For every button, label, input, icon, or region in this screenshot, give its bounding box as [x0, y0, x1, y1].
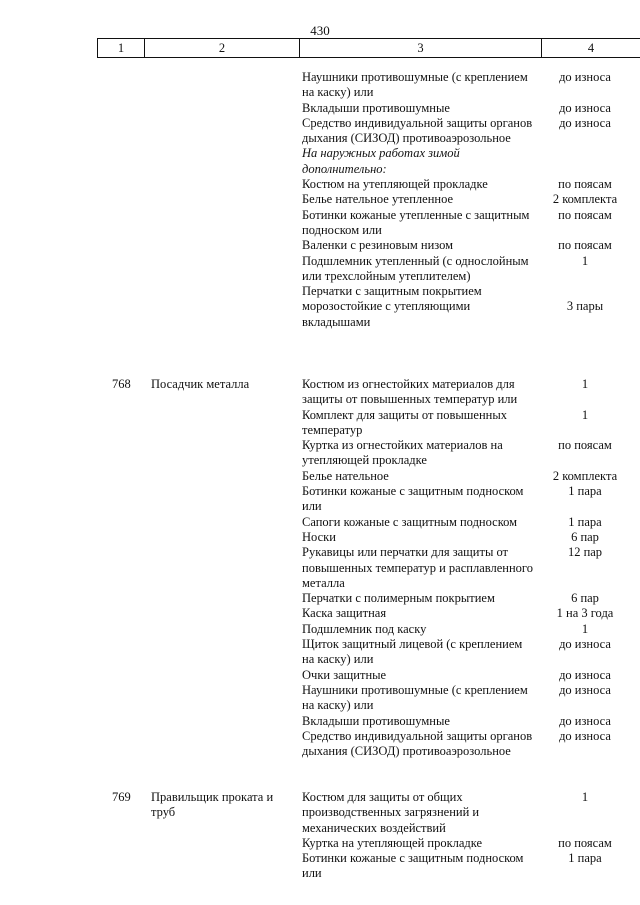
item-row [302, 192, 632, 207]
item-row [302, 836, 632, 851]
item-row [302, 530, 632, 545]
item-norm: 1 пара [568, 514, 602, 529]
item-norm: 3 пары [566, 299, 604, 314]
item-name: Ботинки кожаные утепленные с защитным подноском или [302, 207, 530, 237]
item-row [302, 606, 632, 621]
entry-items [302, 377, 632, 759]
item-norm: 2 комплекта [552, 468, 618, 483]
item-row [302, 146, 632, 177]
item-name: Вкладыши противошумные [302, 100, 450, 115]
item-norm [534, 146, 632, 177]
item-norm: до износа [559, 115, 611, 130]
table-header [97, 38, 640, 58]
item-norm: до износа [559, 713, 611, 728]
item-norm: по поясам [558, 835, 612, 850]
item-norm: 1 пара [568, 484, 602, 499]
item-name: Наушники противошумные (с креплением на каску) или [302, 682, 528, 713]
continuation-items [302, 70, 632, 330]
item-row [302, 714, 632, 729]
entry-number: 769 [112, 790, 131, 804]
item-name: Ботинки кожаные с защитным подноском или [302, 484, 524, 514]
item-name: Ботинки кожаные с защитным подноском или [302, 851, 524, 881]
item-name: Комплект для защиты от повышенных температур [302, 407, 507, 437]
item-norm: 1 [581, 621, 589, 636]
item-row [302, 469, 632, 484]
item-name: Вкладыши противошумные [302, 713, 450, 728]
item-row [302, 284, 632, 330]
header-col-2: 2 [144, 39, 299, 57]
page-number: 430 [310, 23, 330, 38]
item-row [302, 622, 632, 637]
item-norm: до износа [559, 100, 611, 115]
item-norm: 1 пара [568, 851, 602, 866]
item-norm: до износа [559, 728, 611, 743]
item-norm: до износа [559, 637, 611, 652]
item-name: Валенки с резиновым низом [302, 238, 454, 253]
item-name: Средство индивидуальной защиты органов дыхания (СИЗОД) противоаэрозольное [302, 728, 533, 759]
item-name: Носки [302, 529, 336, 544]
header-col-4: 4 [541, 39, 640, 57]
item-row [302, 515, 632, 530]
item-row [302, 729, 632, 760]
item-row [302, 637, 632, 668]
section-note: На наружных работах зимой дополнительно: [302, 146, 460, 176]
item-row [302, 70, 632, 101]
item-norm: по поясам [558, 177, 612, 192]
item-row [302, 238, 632, 253]
item-norm: 12 пар [567, 545, 603, 560]
item-name: Каска защитная [302, 606, 387, 621]
profession-name: Правильщик проката и труб [151, 790, 274, 820]
item-row [302, 377, 632, 408]
item-row [302, 851, 632, 882]
item-norm: 6 пар [571, 529, 599, 544]
item-norm: 2 комплекта [552, 192, 618, 207]
item-name: Белье нательное [302, 468, 389, 483]
item-row [302, 408, 632, 439]
item-name: Подшлемник под каску [302, 621, 427, 636]
item-norm: по поясам [558, 438, 612, 453]
item-norm: 1 на 3 года [556, 606, 614, 621]
item-row [302, 591, 632, 606]
item-row [302, 254, 632, 285]
item-row [302, 208, 632, 239]
item-name: Белье нательное утепленное [302, 192, 454, 207]
item-name: Средство индивидуальной защиты органов дыхания (СИЗОД) противоаэрозольное [302, 115, 533, 146]
item-norm: 1 [581, 790, 589, 804]
item-name: Костюм из огнестойких материалов для защиты от повышенных температур или [302, 377, 518, 407]
entry-items [302, 790, 632, 882]
item-row [302, 683, 632, 714]
item-name: Очки защитные [302, 667, 387, 682]
item-row [302, 116, 632, 147]
item-name: Костюм на утепляющей прокладке [302, 177, 488, 192]
profession-name: Посадчик металла [151, 377, 250, 391]
item-norm: до износа [559, 70, 611, 84]
item-name: Перчатки с полимерным покрытием [302, 591, 495, 606]
item-row [302, 177, 632, 192]
item-norm: 1 [581, 253, 589, 268]
item-name: Костюм для защиты от общих производственных загрязнений и механических воздействий [302, 790, 480, 835]
item-norm: до износа [559, 682, 611, 697]
item-name: Куртка из огнестойких материалов на утепляющей прокладке [302, 438, 503, 468]
item-norm: 1 [581, 407, 589, 422]
item-row [302, 545, 632, 591]
item-row [302, 668, 632, 683]
item-row [302, 484, 632, 515]
item-name: Щиток защитный лицевой (с креплением на каску) или [302, 637, 523, 667]
header-col-1: 1 [97, 39, 144, 57]
item-norm: до износа [559, 667, 611, 682]
item-norm: по поясам [558, 207, 612, 222]
item-row [302, 101, 632, 116]
item-name: Куртка на утепляющей прокладке [302, 835, 483, 850]
item-name: Перчатки с защитным покрытием морозостойкие с утепляющими вкладышами [302, 284, 482, 329]
item-norm: по поясам [558, 238, 612, 253]
item-row [302, 790, 632, 836]
entry-number: 768 [112, 377, 131, 391]
item-name: Наушники противошумные (с креплением на каску) или [302, 70, 528, 100]
item-name: Сапоги кожаные с защитным подноском [302, 514, 518, 529]
item-name: Подшлемник утепленный (с однослойным или трехслойным утеплителем) [302, 253, 529, 283]
item-norm: 1 [581, 377, 589, 391]
header-col-3: 3 [299, 39, 541, 57]
item-row [302, 438, 632, 469]
item-name: Рукавицы или перчатки для защиты от повышенных температур и расплавленного металла [302, 545, 533, 590]
item-norm: 6 пар [571, 591, 599, 606]
